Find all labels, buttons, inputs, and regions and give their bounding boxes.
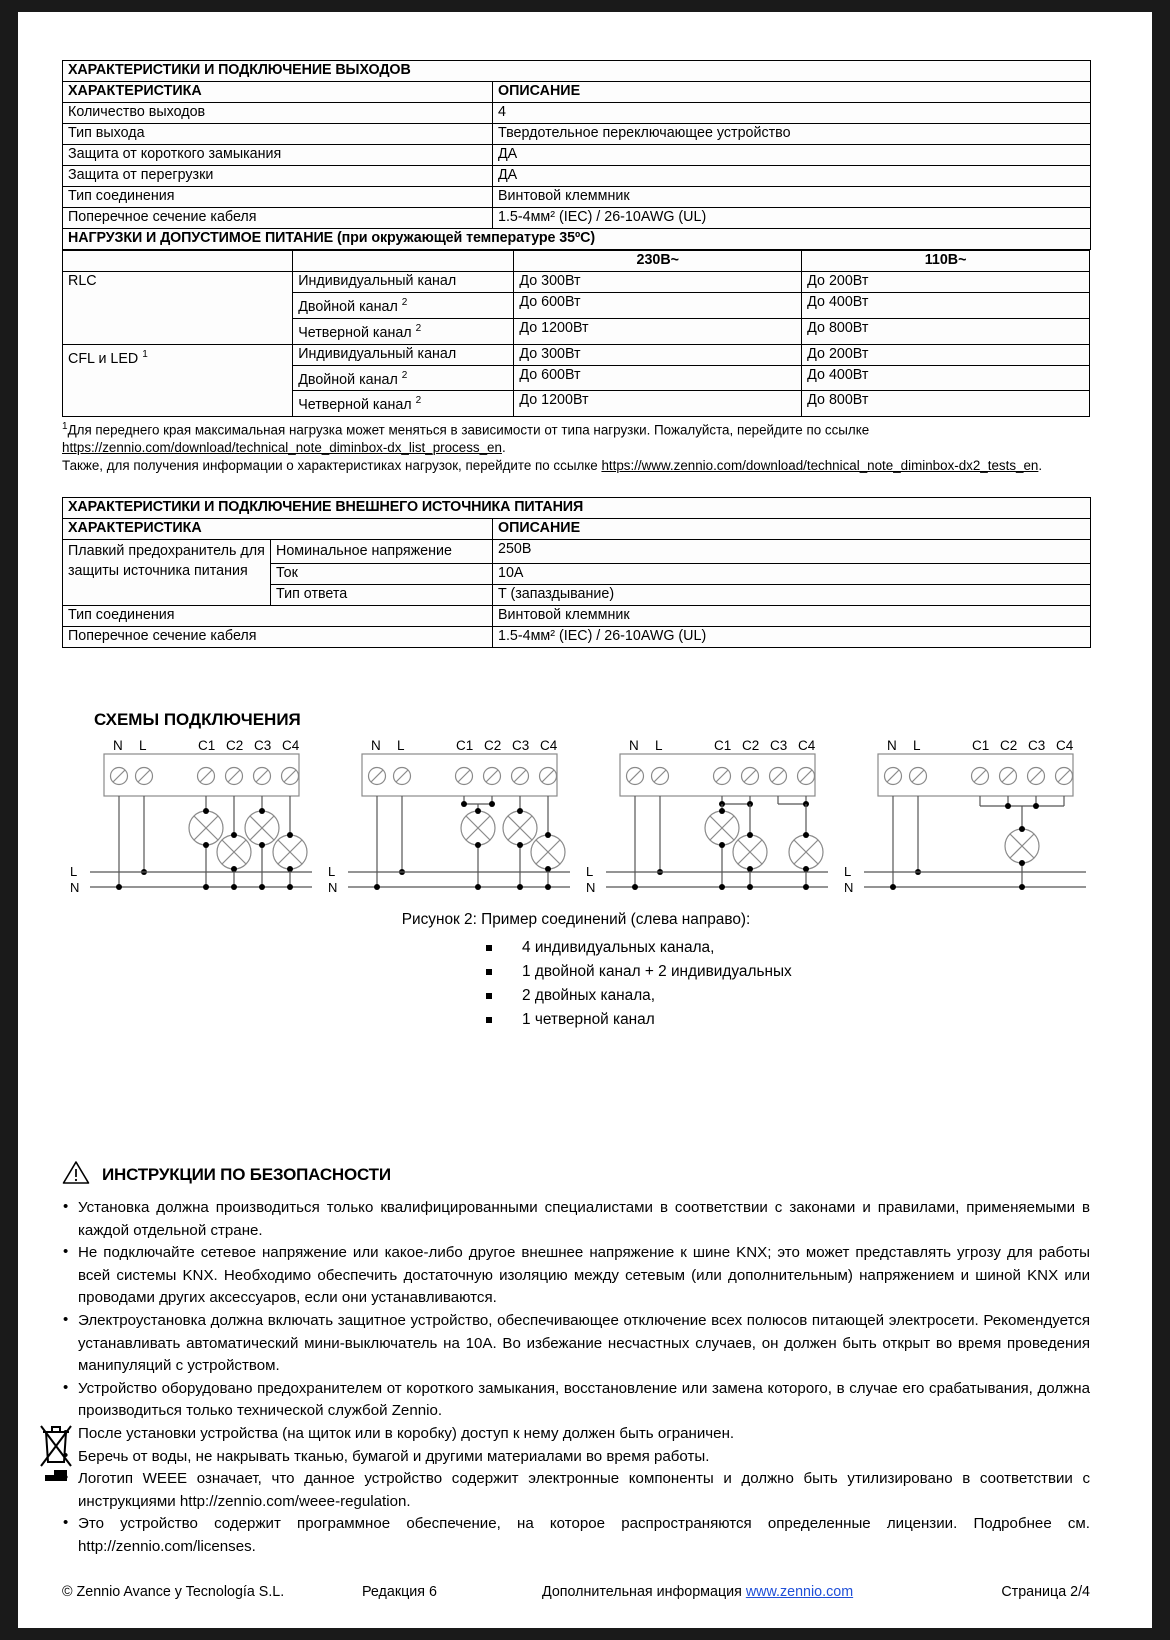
safety-section-header (62, 1160, 1090, 1190)
value-110v: До 400Вт (802, 365, 1090, 391)
channel-text: Двойной канал (298, 371, 398, 388)
table-row (63, 498, 1091, 519)
column-header-characteristic: ХАРАКТЕРИСТИКА (63, 519, 493, 540)
column-header-110v: 110В~ (802, 251, 1090, 272)
value-110v: До 200Вт (802, 344, 1090, 365)
footnote-2 (62, 458, 1090, 475)
row-label: Защита от короткого замыкания (63, 145, 493, 166)
list-item: • Установка должна производиться только квалифицированными специалистами в соответствии с законами и правилами, применяемыми в каждой отдельной стране. (62, 1197, 1090, 1242)
svg-text:C4: C4 (540, 738, 558, 754)
fuse-row-value: T (запаздывание) (493, 585, 1091, 606)
footnote-1-link-line (62, 440, 1090, 457)
wiring-diagrams (62, 736, 1090, 908)
footnote-ref: 2 (401, 297, 408, 308)
footnote-ref: 2 (401, 369, 408, 381)
diagram-double-plus-two (328, 738, 570, 895)
page-content (62, 60, 1090, 1559)
table-row (63, 229, 1091, 250)
list-item: • После установки устройства (на щиток или в коробку) доступ к нему должен быть ограничен. (62, 1423, 1090, 1446)
row-value: 1.5-4мм² (IEC) / 26-10AWG (UL) (493, 208, 1091, 229)
channel-text: Двойной канал (298, 298, 398, 315)
channel-text: Четверной канал (298, 324, 412, 341)
loads-footnotes (62, 419, 1090, 474)
row-label: Тип выхода (63, 124, 493, 145)
technical-note-link-2[interactable]: https://www.zennio.com/download/technical_note_diminbox-dx2_tests_en (601, 457, 1039, 473)
footnote-ref: 2 (415, 322, 422, 334)
table-row (63, 540, 1091, 564)
svg-text:N: N (844, 880, 854, 896)
row-label: Поперечное сечение кабеля (63, 627, 493, 648)
row-label: Защита от перегрузки (63, 166, 493, 187)
table-row (63, 103, 1091, 124)
column-header-characteristic: ХАРАКТЕРИСТИКА (63, 82, 493, 103)
table-row (63, 208, 1091, 229)
svg-text:L: L (655, 738, 663, 754)
channel-text: Четверной канал (298, 397, 412, 414)
svg-text:N: N (113, 738, 123, 754)
svg-text:N: N (371, 738, 381, 754)
list-item: 2 двойных канала, (62, 984, 1090, 1008)
svg-text:C2: C2 (484, 738, 502, 754)
svg-text:N: N (629, 738, 639, 754)
svg-text:C2: C2 (742, 738, 760, 754)
svg-text:L: L (70, 864, 78, 880)
svg-text:C3: C3 (254, 738, 272, 754)
diagram-quadruple (844, 738, 1086, 895)
row-label: Тип соединения (63, 606, 493, 627)
channel-label (293, 293, 514, 319)
list-item: 1 двойной канал + 2 индивидуальных (62, 960, 1090, 984)
value-110v: До 400Вт (802, 293, 1090, 319)
svg-text:L: L (397, 738, 405, 754)
list-item: • Беречь от воды, не накрывать тканью, бумагой и другими материалами во время работы. (62, 1446, 1090, 1469)
channel-label (293, 391, 514, 417)
list-item: • Электроустановка должна включать защитное устройство, обеспечивающее отключение всех полюсов питающей электросети. Рекомендуется устанавливать автоматический мини-выключатель на 10А. Во избежание несчастных случаев, он должен быть открыт во время проведения манипуляций с устройством. (62, 1310, 1090, 1378)
section-title-power-supply: ХАРАКТЕРИСТИКИ И ПОДКЛЮЧЕНИЕ ВНЕШНЕГО ИСТОЧНИКА ПИТАНИЯ (63, 498, 1091, 519)
zennio-website-link[interactable]: www.zennio.com (745, 1584, 854, 1600)
safety-section-title: ИНСТРУКЦИИ ПО БЕЗОПАСНОСТИ (102, 1165, 391, 1185)
svg-text:C4: C4 (282, 738, 300, 754)
fuse-row-label: Тип ответа (271, 585, 493, 606)
value-230v: До 600Вт (514, 293, 802, 319)
warning-triangle-icon (62, 1160, 90, 1190)
fuse-row-label: Ток (271, 564, 493, 585)
svg-text:L: L (844, 864, 852, 880)
footnote-2-text: Также, для получения информации о характеристиках нагрузок, перейдите по ссылке (62, 457, 602, 473)
svg-text:N: N (328, 880, 338, 896)
svg-text:C1: C1 (198, 738, 216, 754)
list-item: • Устройство оборудовано предохранителем от короткого замыкания, восстановление или замена которого, в случае его срабатывания, должна производиться только технической службой Zennio. (62, 1378, 1090, 1423)
footnote-ref: 2 (415, 395, 422, 407)
row-value: 1.5-4мм² (IEC) / 26-10AWG (UL) (493, 627, 1091, 648)
fuse-row-label: Номинальное напряжение (271, 540, 493, 564)
table-row (63, 124, 1091, 145)
footer-page-number: Страница 2/4 (1001, 1584, 1090, 1600)
list-item: • Не подключайте сетевое напряжение или какое-либо другое внешнее напряжение к шине KNX; это может представлять угрозу для работы всей системы KNX. Необходимо обеспечить достаточную изоляцию между сетевым (или дополнительным) напряжением и шиной KNX или проводами других аксессуаров, если они устанавливаются. (62, 1242, 1090, 1310)
list-item: 4 индивидуальных канала, (62, 936, 1090, 960)
row-label: Тип соединения (63, 187, 493, 208)
diagram-two-double (586, 738, 828, 895)
channel-label (293, 365, 514, 391)
svg-text:L: L (328, 864, 336, 880)
footer-copyright: © Zennio Avance y Tecnología S.L. (62, 1584, 285, 1600)
power-supply-table (62, 497, 1091, 648)
value-230v: До 300Вт (514, 344, 802, 365)
diagram-4-individual (70, 738, 312, 895)
loads-blank-corner (63, 251, 293, 272)
svg-text:L: L (586, 864, 594, 880)
row-value: Винтовой клеммник (493, 606, 1091, 627)
channel-label (293, 318, 514, 344)
table-row (63, 251, 1090, 272)
list-item: 1 четверной канал (62, 1008, 1090, 1032)
list-item: • Логотип WEEE означает, что данное устройство содержит электронные компоненты и должно быть утилизировано в соответствии с инструкциями http://zennio.com/weee-regulation. (62, 1468, 1090, 1513)
fuse-row-value: 10А (493, 564, 1091, 585)
value-110v: До 200Вт (802, 272, 1090, 293)
row-value: ДА (493, 145, 1091, 166)
table-row (63, 145, 1091, 166)
table-row (63, 344, 1090, 365)
footer-revision: Редакция 6 (362, 1584, 437, 1600)
footnote-ref: 1 (142, 348, 148, 360)
section-title-loads: НАГРУЗКИ И ДОПУСТИМОЕ ПИТАНИЕ (при окружающей температуре 35ºC) (63, 229, 1091, 250)
safety-instructions-list (62, 1197, 1090, 1559)
value-110v: До 800Вт (802, 318, 1090, 344)
row-label: Количество выходов (63, 103, 493, 124)
footnote-2-tail: . (1038, 457, 1043, 473)
svg-text:C3: C3 (512, 738, 530, 754)
table-row (63, 82, 1091, 103)
footnote-1-tail: . (501, 440, 506, 456)
row-value: Твердотельное переключающее устройство (493, 124, 1091, 145)
value-110v: До 800Вт (802, 391, 1090, 417)
svg-text:N: N (70, 880, 80, 896)
table-row (63, 519, 1091, 540)
row-value: 4 (493, 103, 1091, 124)
svg-text:C2: C2 (1000, 738, 1018, 754)
column-header-description: ОПИСАНИЕ (493, 519, 1091, 540)
fuse-group-label: Плавкий предохранитель для защиты источника питания (63, 540, 271, 606)
section-title-outputs: ХАРАКТЕРИСТИКИ И ПОДКЛЮЧЕНИЕ ВЫХОДОВ (63, 61, 1091, 82)
outputs-characteristics-table (62, 60, 1091, 250)
footer-more-info (542, 1584, 940, 1600)
fuse-row-value: 250В (493, 540, 1091, 564)
weee-crossed-bin-icon (36, 1418, 76, 1484)
svg-text:C2: C2 (226, 738, 244, 754)
svg-text:C4: C4 (798, 738, 816, 754)
table-row (63, 627, 1091, 648)
row-value: ДА (493, 166, 1091, 187)
channel-label: Индивидуальный канал (293, 272, 514, 293)
column-header-230v: 230В~ (514, 251, 802, 272)
footnote-marker: 1 (62, 421, 68, 433)
spacer (62, 475, 1090, 497)
svg-text:N: N (586, 880, 596, 896)
diagrams-section-title: СХЕМЫ ПОДКЛЮЧЕНИЯ (94, 710, 301, 730)
svg-text:L: L (139, 738, 147, 754)
footnote-1 (62, 419, 1090, 439)
svg-text:L: L (913, 738, 921, 754)
loads-table (62, 250, 1090, 417)
group-text: CFL и LED (68, 350, 139, 367)
table-row (63, 272, 1090, 293)
value-230v: До 1200Вт (514, 391, 802, 417)
row-value: Винтовой клеммник (493, 187, 1091, 208)
loads-blank-corner-2 (293, 251, 514, 272)
svg-text:N: N (887, 738, 897, 754)
value-230v: До 1200Вт (514, 318, 802, 344)
table-row (63, 187, 1091, 208)
load-group-cfl-led (63, 344, 293, 417)
table-row (63, 166, 1091, 187)
table-row (63, 61, 1091, 82)
document-page (18, 12, 1152, 1628)
svg-text:C3: C3 (1028, 738, 1046, 754)
technical-note-link-1[interactable]: https://zennio.com/download/technical_note_diminbox-dx_list_process_en (62, 440, 502, 456)
row-label: Поперечное сечение кабеля (63, 208, 493, 229)
figure-legend-list (62, 936, 1090, 1032)
svg-text:C4: C4 (1056, 738, 1074, 754)
svg-text:C1: C1 (456, 738, 474, 754)
svg-text:C1: C1 (972, 738, 990, 754)
value-230v: До 300Вт (514, 272, 802, 293)
svg-text:C3: C3 (770, 738, 788, 754)
wiring-diagram-svg (62, 736, 1090, 908)
margin-marks (30, 1418, 86, 1598)
list-item: • Это устройство содержит программное обеспечение, на которое распространяются определенные лицензии. Подробнее см. http://zennio.com/licenses. (62, 1513, 1090, 1558)
footnote-1-text: Для переднего края максимальная нагрузка может меняться в зависимости от типа нагрузки. Пожалуйста, перейдите по ссылке (67, 422, 870, 438)
footer-more-info-label: Дополнительная информация (542, 1584, 746, 1600)
spacer (62, 648, 1090, 684)
value-230v: До 600Вт (514, 365, 802, 391)
column-header-description: ОПИСАНИЕ (493, 82, 1091, 103)
spacer (62, 1032, 1090, 1160)
channel-label: Индивидуальный канал (293, 344, 514, 365)
svg-text:C1: C1 (714, 738, 732, 754)
spacer (62, 684, 1090, 710)
load-group-rlc: RLC (63, 272, 293, 345)
page-footer (62, 1584, 1090, 1600)
figure-caption: Рисунок 2: Пример соединений (слева направо): (401, 911, 751, 929)
table-row (63, 606, 1091, 627)
